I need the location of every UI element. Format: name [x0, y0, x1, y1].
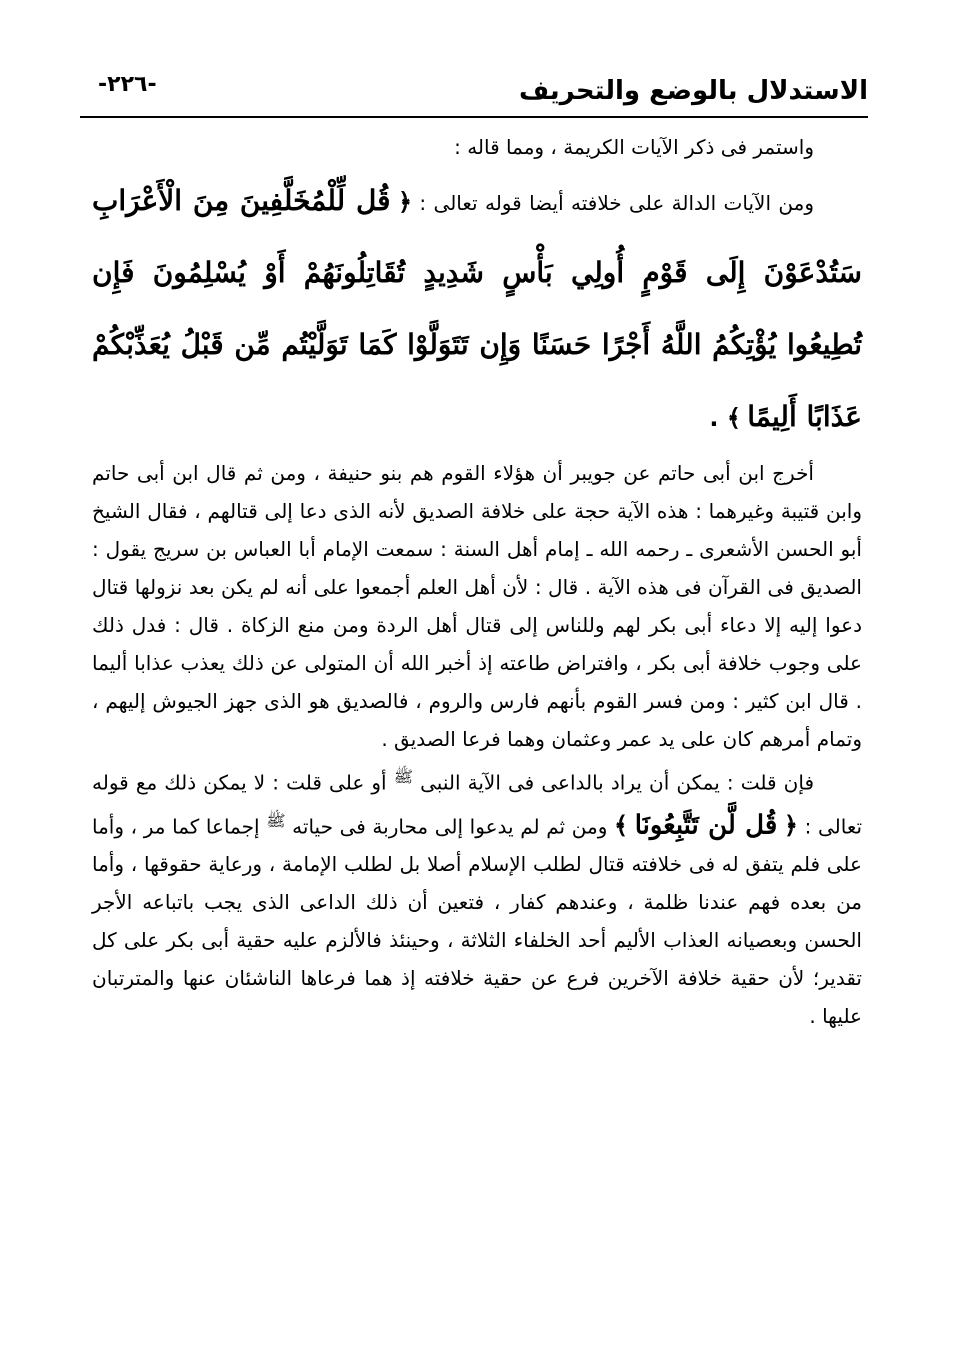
honorific-salutation-2: ﷺ — [266, 810, 286, 830]
argument-text-b: أو على قلت : لا يمكن ذلك مع قوله تعالى : — [92, 770, 863, 839]
verse-open-bracket: ﴿ — [397, 188, 412, 216]
paragraph-argument — [92, 758, 862, 1035]
page-number: -٢٢٦- — [98, 72, 157, 97]
verse2-close-bracket: ﴾ — [614, 811, 629, 840]
paragraph-verse-1 — [92, 166, 862, 454]
page-header — [80, 70, 868, 120]
paragraph-intro: واستمر فى ذكر الآيات الكريمة ، ومما قاله : — [454, 135, 814, 159]
body-text — [92, 128, 862, 1035]
honorific-salutation: ﷺ — [393, 767, 414, 786]
verse-intro-text: ومن الآيات الدالة على خلافته أيضا قوله تعالى : — [419, 191, 814, 215]
argument-text-a: فإن قلت : يمكن أن يراد بالداعى فى الآية النبى — [420, 770, 814, 795]
argument-text-c: ومن ثم لم يدعوا إلى محاربة فى حياته — [292, 814, 608, 839]
argument-text-d: إجماعا كما مر ، وأما على فلم يتفق له فى خلافته قتال لطلب الإسلام أصلا بل لطلب الإمامة ، ورعاية حقوقها ، وأما من بعده فهم عندنا ظلمة ، وعندهم كفار ، فتعين أن ذلك الداعى الذى يجب باتباعه الأجر الحسن وبعصيانه العذاب الأليم أحد الخلفاء الثلاثة ، وحينئذ فالألزم عليه حقية أبى بكر على كل تقدير؛ لأن حقية خلافة الآخرين فرع عن حقية خلافته إذ هما فرعاها الناشئان عنها والمترتبان عليها . — [92, 814, 862, 1029]
header-rule — [80, 116, 868, 118]
paragraph-commentary: أخرج ابن أبى حاتم عن جويبر أن هؤلاء القوم هم بنو حنيفة ، ومن ثم قال ابن أبى حاتم وابن قتيبة وغيرهما : هذه الآية حجة على خلافة الصديق لأنه الذى دعا إلى قتالهم ، فقال الشيخ أبو الحسن الأشعرى ـ رحمه الله ـ إمام أهل السنة : سمعت الإمام أبا العباس بن سريج يقول : الصديق فى القرآن فى هذه الآية . قال : لأن أهل العلم أجمعوا على أنه لم يكن بعد نزولها قتال دعوا إليه إلا دعاء أبى بكر لهم وللناس إلى قتال أهل الردة ومن منع الزكاة . قال : فدل ذلك على وجوب خلافة أبى بكر ، وافتراض طاعته إذ أخبر الله أن المتولى عن ذلك يعذب عذابا أليما . قال ابن كثير : ومن فسر القوم بأنهم فارس والروم ، فالصديق هو الذى جهز الجيوش إليهم ، وتمام أمرهم كان على يد عمر وعثمان وهما فرعا الصديق . — [92, 461, 862, 751]
quran-verse-2: قُل لَّن تَتَّبِعُونَا — [634, 810, 778, 841]
running-title: الاستدلال بالوضع والتحريف — [518, 76, 868, 106]
quran-verse-1: قُل لِّلْمُخَلَّفِينَ مِنَ الْأَعْرَابِ سَتُدْعَوْنَ إِلَى قَوْمٍ أُولِي بَأْسٍ شَدِيدٍ تُقَاتِلُونَهُمْ أَوْ يُسْلِمُونَ فَإِن تُطِيعُوا يُؤْتِكُمُ اللَّهُ أَجْرًا حَسَنًا وَإِن تَتَوَلَّوْا كَمَا تَوَلَّيْتُم مِّن قَبْلُ يُعَذِّبْكُمْ عَذَابًا أَلِيمًا — [92, 184, 862, 433]
verse2-open-bracket: ﴿ — [783, 811, 798, 840]
verse-close-bracket: ﴾ . — [709, 404, 741, 432]
